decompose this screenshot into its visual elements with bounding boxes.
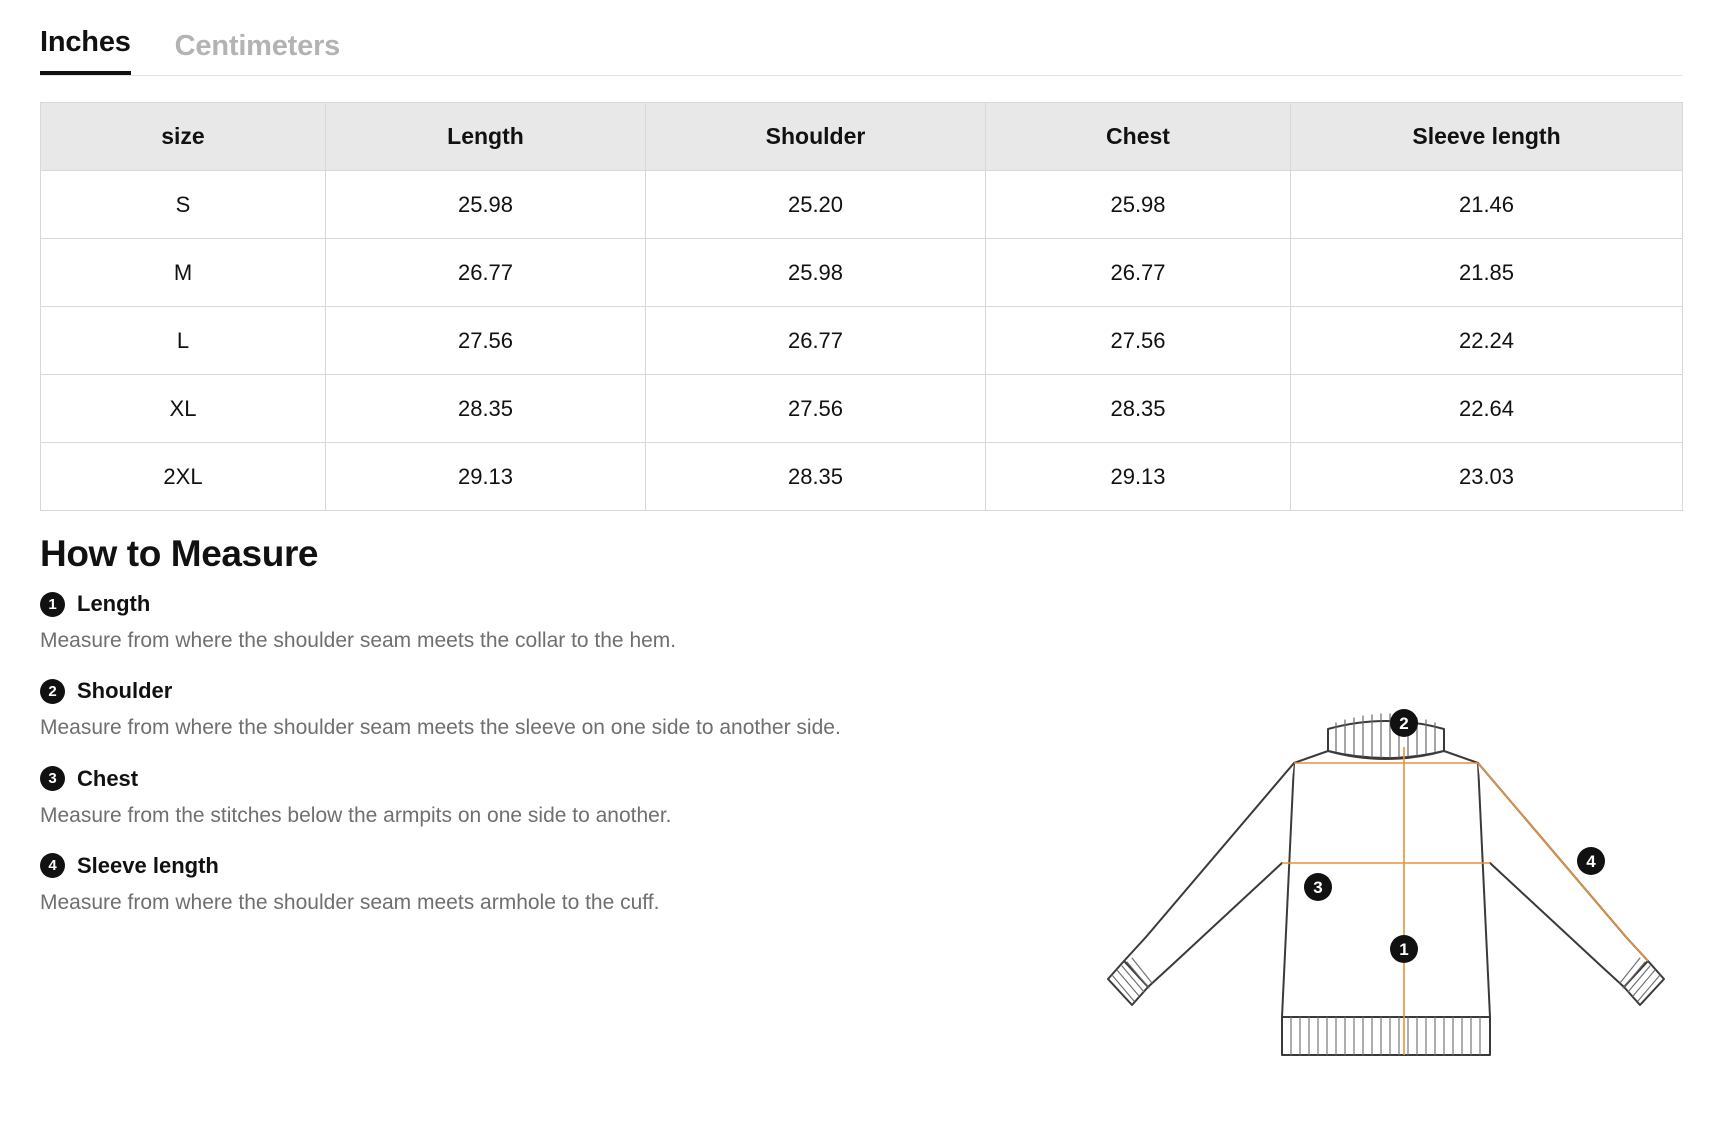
garment-diagram	[1086, 687, 1686, 1107]
how-to-measure-list	[40, 591, 1140, 916]
measure-item-label: Shoulder	[77, 678, 173, 704]
cell-length: 28.35	[326, 375, 646, 443]
cell-length: 27.56	[326, 307, 646, 375]
cell-length: 29.13	[326, 443, 646, 511]
table-row	[41, 307, 1683, 375]
garment-illustration-svg	[1086, 687, 1686, 1107]
measure-item-description: Measure from where the shoulder seam meets the sleeve on one side to another side.	[40, 716, 841, 740]
table-row	[41, 239, 1683, 307]
measure-item-label: Sleeve length	[77, 852, 219, 878]
cell-shoulder: 25.20	[646, 171, 986, 239]
column-header-chest: Chest	[986, 103, 1291, 171]
number-badge-icon: 3	[40, 766, 65, 791]
column-header-size: size	[41, 103, 326, 171]
marker-3	[1304, 873, 1332, 901]
table-row	[41, 171, 1683, 239]
table-row	[41, 375, 1683, 443]
cell-shoulder: 25.98	[646, 239, 986, 307]
marker-4	[1577, 847, 1605, 875]
measure-item-description: Measure from where the shoulder seam meets the collar to the hem.	[40, 629, 677, 652]
cell-size: 2XL	[41, 443, 326, 511]
cell-size: L	[41, 307, 326, 375]
marker-1	[1390, 935, 1418, 963]
cell-sleeve-length: 21.46	[1291, 171, 1683, 239]
svg-text:2: 2	[1399, 714, 1409, 733]
svg-text:4: 4	[1586, 852, 1596, 871]
cell-size: XL	[41, 375, 326, 443]
column-header-shoulder: Shoulder	[646, 103, 986, 171]
size-table	[40, 102, 1683, 511]
measure-item-sleeve-length	[40, 853, 1140, 916]
measure-item-header	[40, 766, 1140, 792]
measure-item-header	[40, 678, 1140, 704]
how-to-measure-title: How to Measure	[40, 533, 319, 574]
table-row	[41, 443, 1683, 511]
measure-item-length	[40, 591, 1140, 654]
table-header-row	[41, 103, 1683, 171]
column-header-length: Length	[326, 103, 646, 171]
size-table-wrap	[40, 102, 1682, 511]
cell-sleeve-length: 22.64	[1291, 375, 1683, 443]
cell-shoulder: 28.35	[646, 443, 986, 511]
number-badge-icon: 2	[40, 679, 65, 704]
cell-sleeve-length: 21.85	[1291, 239, 1683, 307]
measure-item-label: Chest	[77, 765, 139, 791]
measure-item-shoulder	[40, 678, 1140, 741]
measure-item-chest	[40, 766, 1140, 829]
cell-length: 25.98	[326, 171, 646, 239]
cell-chest: 26.77	[986, 239, 1291, 307]
unit-tabs	[40, 0, 1682, 76]
tab-centimeters[interactable]: Centimeters	[174, 30, 341, 62]
cell-shoulder: 27.56	[646, 375, 986, 443]
svg-text:1: 1	[1399, 940, 1409, 959]
tab-inches[interactable]: Inches	[40, 26, 131, 75]
cell-size: M	[41, 239, 326, 307]
svg-text:3: 3	[1313, 878, 1323, 897]
measure-item-description: Measure from the stitches below the armpits on one side to another.	[40, 803, 672, 827]
cell-shoulder: 26.77	[646, 307, 986, 375]
cell-size: S	[41, 171, 326, 239]
measure-item-header	[40, 591, 1140, 617]
cell-chest: 27.56	[986, 307, 1291, 375]
measure-item-description: Measure from where the shoulder seam meets armhole to the cuff.	[40, 890, 660, 914]
cell-chest: 25.98	[986, 171, 1291, 239]
number-badge-icon: 4	[40, 853, 65, 878]
measure-item-label: Length	[77, 591, 151, 616]
marker-2	[1390, 709, 1418, 737]
cell-chest: 29.13	[986, 443, 1291, 511]
cell-chest: 28.35	[986, 375, 1291, 443]
cell-sleeve-length: 23.03	[1291, 443, 1683, 511]
number-badge-icon: 1	[40, 592, 65, 617]
cell-sleeve-length: 22.24	[1291, 307, 1683, 375]
cell-length: 26.77	[326, 239, 646, 307]
measure-item-header	[40, 853, 1140, 879]
column-header-sleeve-length: Sleeve length	[1291, 103, 1683, 171]
